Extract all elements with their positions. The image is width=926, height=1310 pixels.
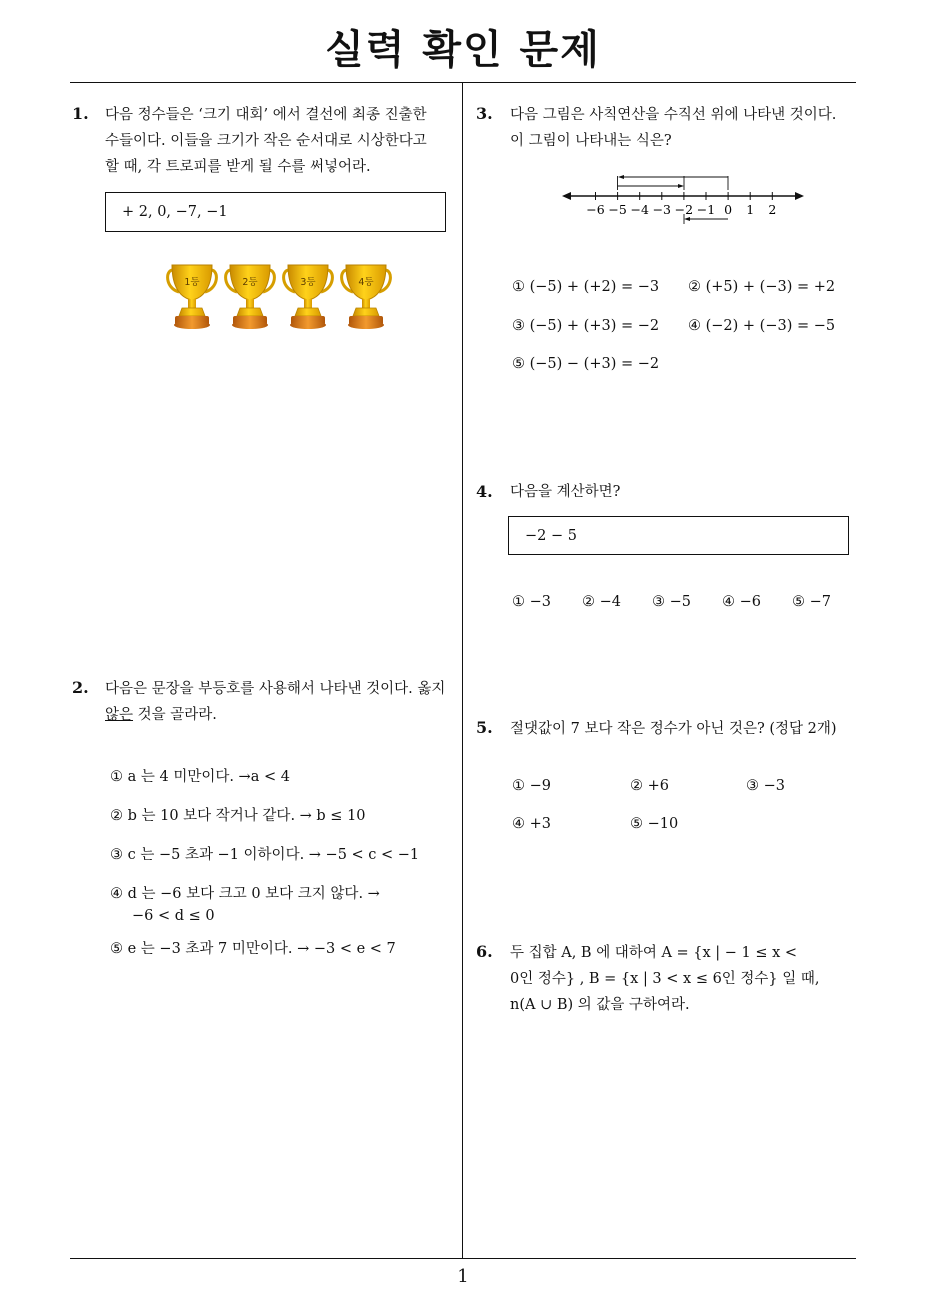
question-6-line: 두 집합 A, B 에 대하여 A = {x | − 1 ≤ x < [510, 945, 798, 961]
question-2-line2: 않은 것을 골라라. [105, 707, 217, 723]
underlined-word: 않은 [105, 707, 134, 723]
question-2-option-2[interactable]: ② b 는 10 보다 작거나 같다. → b ≤ 10 [110, 808, 366, 824]
number-line-tick-label: −3 [652, 202, 672, 217]
arrow-head-icon [678, 184, 684, 188]
number-line-tick-label: −5 [608, 202, 627, 217]
number-line-tick-label: −1 [696, 202, 716, 217]
question-4-text: 다음을 계산하면? [510, 484, 621, 500]
trophy-rank-label: 2등 [242, 277, 258, 288]
question-4-expression-box: −2 − 5 [508, 516, 849, 555]
question-3-option-4[interactable]: ④ (−2) + (−3) = −5 [688, 318, 836, 334]
question-1-line: 수들이다. 이들을 크기가 작은 순서대로 시상한다고 [105, 133, 427, 149]
question-1-number-box: + 2, 0, −7, −1 [105, 192, 446, 232]
question-1-number: 1. [72, 104, 89, 123]
question-4-option-3[interactable]: ③ −5 [652, 594, 691, 610]
number-line-tick-label: 2 [768, 202, 777, 217]
trophy-rank-label: 3등 [300, 277, 316, 288]
question-4-option-2[interactable]: ② −4 [582, 594, 621, 610]
question-6-text [510, 940, 860, 1018]
question-5-option-2[interactable]: ② +6 [630, 778, 669, 794]
question-2-option-4[interactable]: ④ d 는 −6 보다 크고 0 보다 크지 않다. → [110, 886, 380, 902]
number-line-tick-label: −6 [586, 202, 605, 217]
question-5-option-4[interactable]: ④ +3 [512, 816, 551, 832]
question-3-option-5[interactable]: ⑤ (−5) − (+3) = −2 [512, 356, 660, 372]
number-line-tick-label: −4 [630, 202, 649, 217]
question-4-option-5[interactable]: ⑤ −7 [792, 594, 831, 610]
arrow-head-icon [684, 217, 690, 221]
question-5-option-3[interactable]: ③ −3 [746, 778, 785, 794]
question-3-line: 이 그림이 나타내는 식은? [510, 133, 672, 149]
trophy-icon[interactable] [221, 262, 279, 334]
question-1-line: 다음 정수들은 ‘크기 대회’ 에서 결선에 최종 진출한 [105, 107, 427, 123]
question-2-option-4-cont: −6 < d ≤ 0 [132, 908, 215, 924]
question-5-option-1[interactable]: ① −9 [512, 778, 551, 794]
question-3-option-3[interactable]: ③ (−5) + (+3) = −2 [512, 318, 660, 334]
question-3-option-1[interactable]: ① (−5) + (+2) = −3 [512, 279, 660, 295]
question-6-line: n(A ∪ B) 의 값을 구하여라. [510, 997, 690, 1013]
question-3-text [510, 102, 860, 154]
question-5-option-5[interactable]: ⑤ −10 [630, 816, 679, 832]
question-2-option-5[interactable]: ⑤ e 는 −3 초과 7 미만이다. → −3 < e < 7 [110, 941, 396, 957]
axis-right-arrow-icon [795, 192, 804, 200]
axis-left-arrow-icon [562, 192, 571, 200]
question-4-option-1[interactable]: ① −3 [512, 594, 551, 610]
question-6-number: 6. [476, 942, 493, 961]
question-1-line: 할 때, 각 트로피를 받게 될 수를 써넣어라. [105, 159, 371, 175]
question-4-option-4[interactable]: ④ −6 [722, 594, 761, 610]
trophy-icon[interactable] [163, 262, 221, 334]
question-6-line: 0인 정수} , B = {x | 3 < x ≤ 6인 정수} 일 때, [510, 971, 820, 987]
number-line-figure [560, 168, 810, 230]
question-3-line: 다음 그림은 사칙연산을 수직선 위에 나타낸 것이다. [510, 107, 837, 123]
page-number: 1 [457, 1266, 469, 1287]
arrow-head-icon [618, 175, 624, 179]
question-5-text: 절댓값이 7 보다 작은 정수가 아닌 것은? (정답 2개) [510, 721, 837, 737]
trophy-rank-label: 1등 [184, 277, 200, 288]
column-divider [462, 83, 463, 1259]
question-3-option-2[interactable]: ② (+5) + (−3) = +2 [688, 279, 836, 295]
question-1-text [105, 102, 455, 180]
number-line-tick-label: 1 [746, 202, 755, 217]
trophy-icon[interactable] [279, 262, 337, 334]
page-title: 실력 확인 문제 [325, 27, 601, 73]
question-2-line: 다음은 문장을 부등호를 사용해서 나타낸 것이다. 옳지 [105, 681, 446, 697]
top-rule [70, 82, 856, 83]
question-2-option-3[interactable]: ③ c 는 −5 초과 −1 이하이다. → −5 < c < −1 [110, 847, 420, 863]
question-2-option-1[interactable]: ① a 는 4 미만이다. →a < 4 [110, 769, 290, 785]
question-2-number: 2. [72, 678, 89, 697]
trophy-icon[interactable] [337, 262, 395, 334]
bottom-rule [70, 1258, 856, 1259]
number-line-tick-label: −2 [674, 202, 694, 217]
number-line-tick-label: 0 [724, 202, 733, 217]
question-2-text [105, 676, 455, 728]
question-4-number: 4. [476, 482, 493, 501]
question-5-number: 5. [476, 718, 493, 737]
question-3-number: 3. [476, 104, 493, 123]
trophy-rank-label: 4등 [358, 277, 374, 288]
